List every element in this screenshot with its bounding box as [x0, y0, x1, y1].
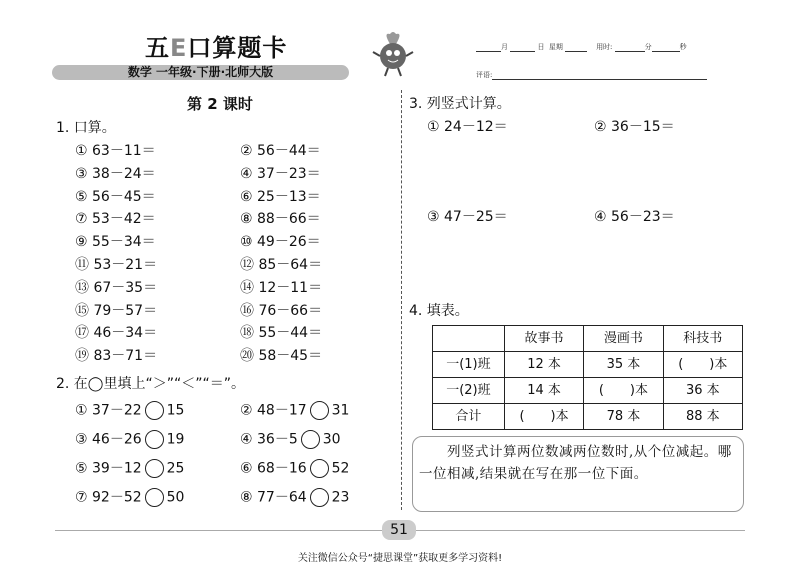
- table-cell: 78 本: [584, 404, 663, 430]
- compare-circle[interactable]: [145, 459, 164, 478]
- table-row: [433, 404, 743, 430]
- q4-title: 4. 填表。: [409, 303, 469, 319]
- table-row: [433, 352, 743, 378]
- q1-item: ⑰ 46－34＝: [75, 325, 158, 342]
- q1-item: ⑥ 25－13＝: [240, 188, 321, 205]
- q1-item: ⑤ 56－45＝: [75, 188, 156, 205]
- q2-item: [75, 430, 184, 449]
- q1-item: ⑯ 76－66＝: [240, 302, 323, 319]
- month-field[interactable]: [476, 43, 501, 52]
- compare-circle[interactable]: [301, 430, 320, 449]
- table-cell[interactable]: ( )本: [504, 404, 583, 430]
- table-cell[interactable]: ( )本: [584, 378, 663, 404]
- expression: ⑥ 68－16: [240, 460, 307, 477]
- table-cell: 漫画书: [584, 326, 663, 352]
- number: 50: [166, 489, 185, 506]
- table-cell: 故事书: [504, 326, 583, 352]
- table-cell: 14 本: [504, 378, 583, 404]
- q3-item: ② 36－15＝: [594, 119, 675, 135]
- compare-circle[interactable]: [145, 488, 164, 507]
- expression: ① 37－22: [75, 402, 142, 419]
- weekday-field[interactable]: [565, 43, 587, 52]
- number: 19: [166, 431, 185, 448]
- expression: ⑧ 77－64: [240, 489, 307, 506]
- comment-line: [476, 70, 707, 80]
- expression: ② 48－17: [240, 402, 307, 419]
- number: 25: [166, 460, 185, 477]
- q1-item: ⑨ 55－34＝: [75, 234, 156, 251]
- day-field[interactable]: [510, 43, 535, 52]
- q1-item: ⑦ 53－42＝: [75, 211, 156, 228]
- minutes-field[interactable]: [615, 43, 645, 52]
- q2-item: [75, 488, 184, 507]
- comment-field[interactable]: [492, 71, 707, 80]
- date-line: [476, 42, 687, 52]
- table-cell[interactable]: ( )本: [663, 352, 742, 378]
- label: 日: [537, 43, 545, 51]
- q1-title: 1. 口算。: [56, 120, 116, 136]
- tip-box: 列竖式计算两位数减两位数时,从个位减起。哪一位相减,结果就在写在那一位下面。: [412, 436, 744, 512]
- label: 评语:: [476, 71, 493, 79]
- table-cell[interactable]: 一(2)班: [433, 378, 505, 404]
- radish-mascot-icon: [368, 30, 418, 80]
- number: 15: [166, 402, 185, 419]
- compare-circle[interactable]: [145, 401, 164, 420]
- label: 分: [644, 43, 652, 51]
- expression: ③ 46－26: [75, 431, 142, 448]
- q3-item: ④ 56－23＝: [594, 209, 675, 225]
- brand-part: 口算题卡: [187, 34, 288, 62]
- brand-part: E: [170, 34, 188, 62]
- q2-item: [75, 401, 184, 420]
- compare-circle[interactable]: [145, 430, 164, 449]
- q2-item: [240, 459, 349, 478]
- table-header: [433, 326, 743, 352]
- q1-item: ② 56－44＝: [240, 143, 321, 159]
- label: 月: [501, 43, 508, 51]
- number: 52: [331, 460, 350, 477]
- table-cell: 12 本: [504, 352, 583, 378]
- expression: ⑦ 92－52: [75, 489, 142, 506]
- table-row: [433, 378, 743, 404]
- q1-item: ⑫ 85－64＝: [240, 257, 323, 273]
- q2-item: [240, 401, 349, 420]
- books-table: [432, 325, 743, 430]
- label: 用时:: [596, 43, 613, 51]
- compare-circle[interactable]: [310, 488, 329, 507]
- q2-title: 2. 在◯里填上“＞”“＜”“＝”。: [56, 376, 245, 392]
- table-cell: 35 本: [584, 352, 663, 378]
- compare-circle[interactable]: [310, 459, 329, 478]
- q1-item: ⑭ 12－11＝: [240, 279, 323, 296]
- column-divider: [401, 90, 402, 510]
- q1-item: ⑪ 53－21＝: [75, 257, 158, 273]
- q1-item: ⑧ 88－66＝: [240, 211, 321, 228]
- table-cell: 88 本: [663, 404, 742, 430]
- footer-text: 关注微信公众号“捷思课堂”获取更多学习资料!: [297, 553, 503, 564]
- number: 23: [331, 489, 350, 506]
- table-cell: 合计: [433, 404, 505, 430]
- q1-item: ③ 38－24＝: [75, 165, 156, 182]
- q3-title: 3. 列竖式计算。: [409, 96, 511, 112]
- subtitle-bar: 数学 一年级·下册·北师大版: [52, 65, 349, 80]
- q3-item: ① 24－12＝: [427, 119, 508, 135]
- expression: ④ 36－5: [240, 431, 298, 448]
- page-number: 51: [382, 520, 416, 540]
- seconds-field[interactable]: [652, 43, 680, 52]
- label: 秒: [679, 43, 687, 51]
- number: 31: [331, 402, 350, 419]
- q1-item: ⑩ 49－26＝: [240, 234, 321, 251]
- q3-item: ③ 47－25＝: [427, 209, 508, 225]
- q2-item: [240, 430, 341, 449]
- q1-item: ⑲ 83－71＝: [75, 348, 158, 365]
- q1-item: ⑱ 55－44＝: [240, 325, 323, 342]
- expression: ⑤ 39－12: [75, 460, 142, 477]
- compare-circle[interactable]: [310, 401, 329, 420]
- label: 星期: [548, 43, 563, 51]
- q2-item: [240, 488, 349, 507]
- q1-item: ⑬ 67－35＝: [75, 279, 158, 296]
- q1-item: ⑳ 58－45＝: [240, 348, 323, 365]
- q2-item: [75, 459, 184, 478]
- table-cell: 科技书: [663, 326, 742, 352]
- number: 30: [322, 431, 341, 448]
- table-cell: 36 本: [663, 378, 742, 404]
- brand-part: 五: [145, 34, 170, 62]
- q1-item: ① 63－11＝: [75, 143, 156, 159]
- brand-title: [145, 34, 287, 62]
- lesson-title: 第 2 课时: [187, 95, 253, 113]
- q1-item: ⑮ 79－57＝: [75, 302, 158, 319]
- table-cell[interactable]: 一(1)班: [433, 352, 505, 378]
- table-cell: [433, 326, 505, 352]
- q1-item: ④ 37－23＝: [240, 165, 321, 182]
